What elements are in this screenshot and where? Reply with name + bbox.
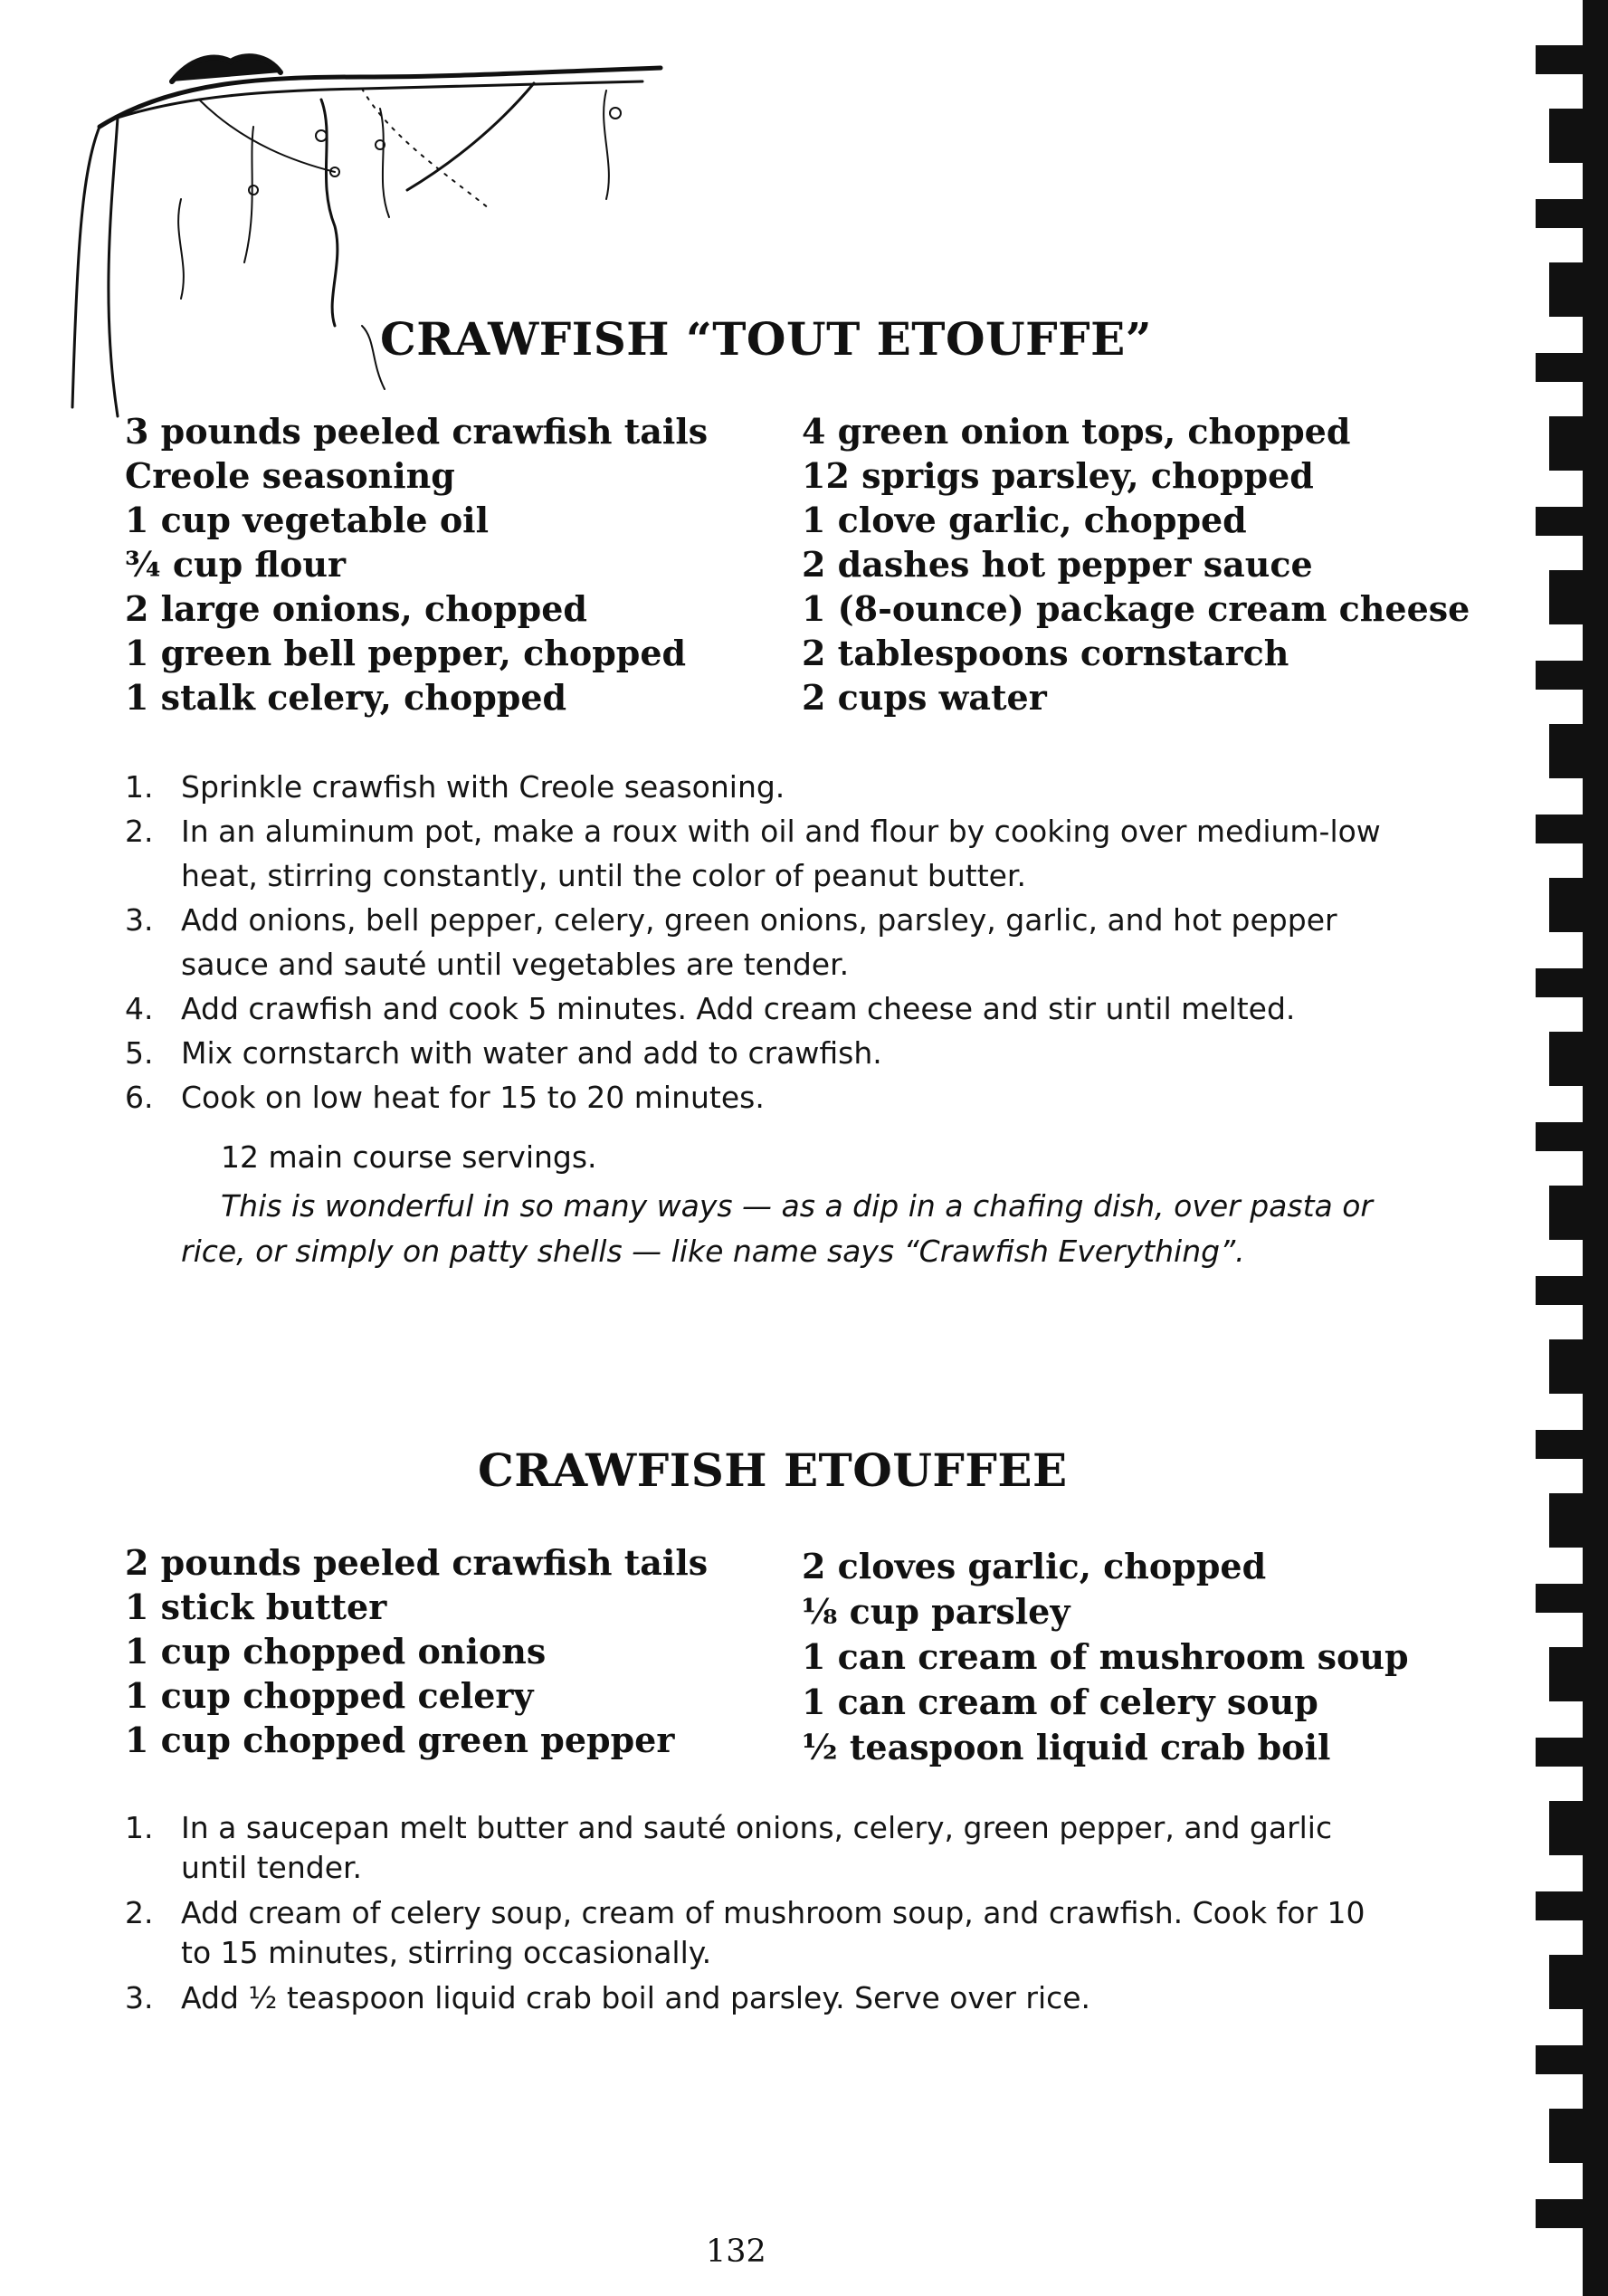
step-text: In an aluminum pot, make a roux with oil and flour by cooking over medium-low heat, stirring constantly, until the color of peanut butter. bbox=[181, 814, 1381, 893]
step-number: 3. bbox=[125, 902, 154, 938]
ingredient-item: 4 green onion tops, chopped bbox=[802, 411, 1351, 452]
branch-moss-illustration bbox=[63, 27, 679, 434]
step-text: Add cream of celery soup, cream of mushroom soup, and crawfish. Cook for 10 to 15 minutes, stirring occasionally. bbox=[181, 1895, 1365, 1970]
step-item bbox=[125, 1978, 1401, 2018]
step-item bbox=[125, 1893, 1401, 1973]
step-text: Add ½ teaspoon liquid crab boil and parsley. Serve over rice. bbox=[181, 1980, 1091, 2015]
ingredient-item: 1 cup chopped celery bbox=[125, 1675, 534, 1716]
ingredient-item: 2 pounds peeled crawfish tails bbox=[125, 1542, 709, 1583]
ingredient-item: 1 clove garlic, chopped bbox=[802, 500, 1247, 540]
ingredient-item: 1 can cream of mushroom soup bbox=[802, 1636, 1409, 1677]
ingredient-item: 2 dashes hot pepper sauce bbox=[802, 544, 1313, 585]
recipe2-title: CRAWFISH ETOUFFEE bbox=[478, 1443, 1068, 1497]
step-item bbox=[125, 898, 1401, 986]
ingredient-item: ⅛ cup parsley bbox=[802, 1591, 1070, 1632]
ingredient-item: 1 green bell pepper, chopped bbox=[125, 633, 687, 673]
recipe2-ingredients-right bbox=[802, 1544, 1409, 1770]
spiral-binding bbox=[1527, 0, 1608, 2296]
page-number: 132 bbox=[706, 2234, 766, 2270]
ingredient-item: 2 tablespoons cornstarch bbox=[802, 633, 1289, 673]
recipe2-steps bbox=[125, 1808, 1401, 2024]
step-text: Mix cornstarch with water and add to crawfish. bbox=[181, 1035, 882, 1071]
ingredient-item: 1 can cream of celery soup bbox=[802, 1682, 1318, 1722]
step-text: Add onions, bell pepper, celery, green onions, parsley, garlic, and hot pepper sauce and sauté until vegetables are tender. bbox=[181, 902, 1337, 982]
recipe1-ingredients-right bbox=[802, 409, 1470, 719]
recipe1-steps bbox=[125, 765, 1401, 1119]
ingredient-item: ¾ cup flour bbox=[125, 544, 347, 585]
recipe1-title: CRAWFISH “TOUT ETOUFFE” bbox=[380, 312, 1153, 366]
ingredient-item: 3 pounds peeled crawfish tails bbox=[125, 411, 709, 452]
step-number: 6. bbox=[125, 1080, 154, 1115]
step-text: Add crawfish and cook 5 minutes. Add cream cheese and stir until melted. bbox=[181, 991, 1296, 1026]
recipe1-servings: 12 main course servings. bbox=[221, 1139, 597, 1175]
step-number: 1. bbox=[125, 1810, 154, 1845]
ingredient-item: 1 stick butter bbox=[125, 1586, 387, 1627]
ingredient-item: 1 cup vegetable oil bbox=[125, 500, 490, 540]
step-number: 2. bbox=[125, 1895, 154, 1930]
step-item bbox=[125, 986, 1401, 1031]
ingredient-item: 2 cups water bbox=[802, 677, 1047, 718]
ingredient-item: 12 sprigs parsley, chopped bbox=[802, 455, 1314, 496]
step-number: 1. bbox=[125, 769, 154, 805]
step-item bbox=[125, 809, 1401, 898]
ingredient-item: 2 large onions, chopped bbox=[125, 588, 587, 629]
ingredient-item: Creole seasoning bbox=[125, 455, 455, 496]
step-number: 2. bbox=[125, 814, 154, 849]
step-item bbox=[125, 1075, 1401, 1119]
step-item bbox=[125, 1031, 1401, 1075]
step-text: In a saucepan melt butter and sauté onions, celery, green pepper, and garlic until tender. bbox=[181, 1810, 1333, 1885]
ingredient-item: 1 stalk celery, chopped bbox=[125, 677, 567, 718]
ingredient-item: ½ teaspoon liquid crab boil bbox=[802, 1727, 1331, 1767]
step-number: 3. bbox=[125, 1980, 154, 2015]
step-text: Cook on low heat for 15 to 20 minutes. bbox=[181, 1080, 765, 1115]
recipe2-ingredients-left bbox=[125, 1540, 708, 1762]
ingredient-item: 1 (8-ounce) package cream cheese bbox=[802, 588, 1470, 629]
recipe1-ingredients-left bbox=[125, 409, 708, 719]
ingredient-item: 1 cup chopped onions bbox=[125, 1631, 547, 1672]
step-text: Sprinkle crawfish with Creole seasoning. bbox=[181, 769, 785, 805]
step-number: 5. bbox=[125, 1035, 154, 1071]
step-item bbox=[125, 765, 1401, 809]
recipe1-note: This is wonderful in so many ways — as a dip in a chafing dish, over pasta or rice, or simply on patty shells — like name says “Crawfish Everything”. bbox=[181, 1188, 1373, 1269]
step-number: 4. bbox=[125, 991, 154, 1026]
ingredient-item: 1 cup chopped green pepper bbox=[125, 1720, 675, 1760]
ingredient-item: 2 cloves garlic, chopped bbox=[802, 1546, 1267, 1586]
step-item bbox=[125, 1808, 1401, 1888]
